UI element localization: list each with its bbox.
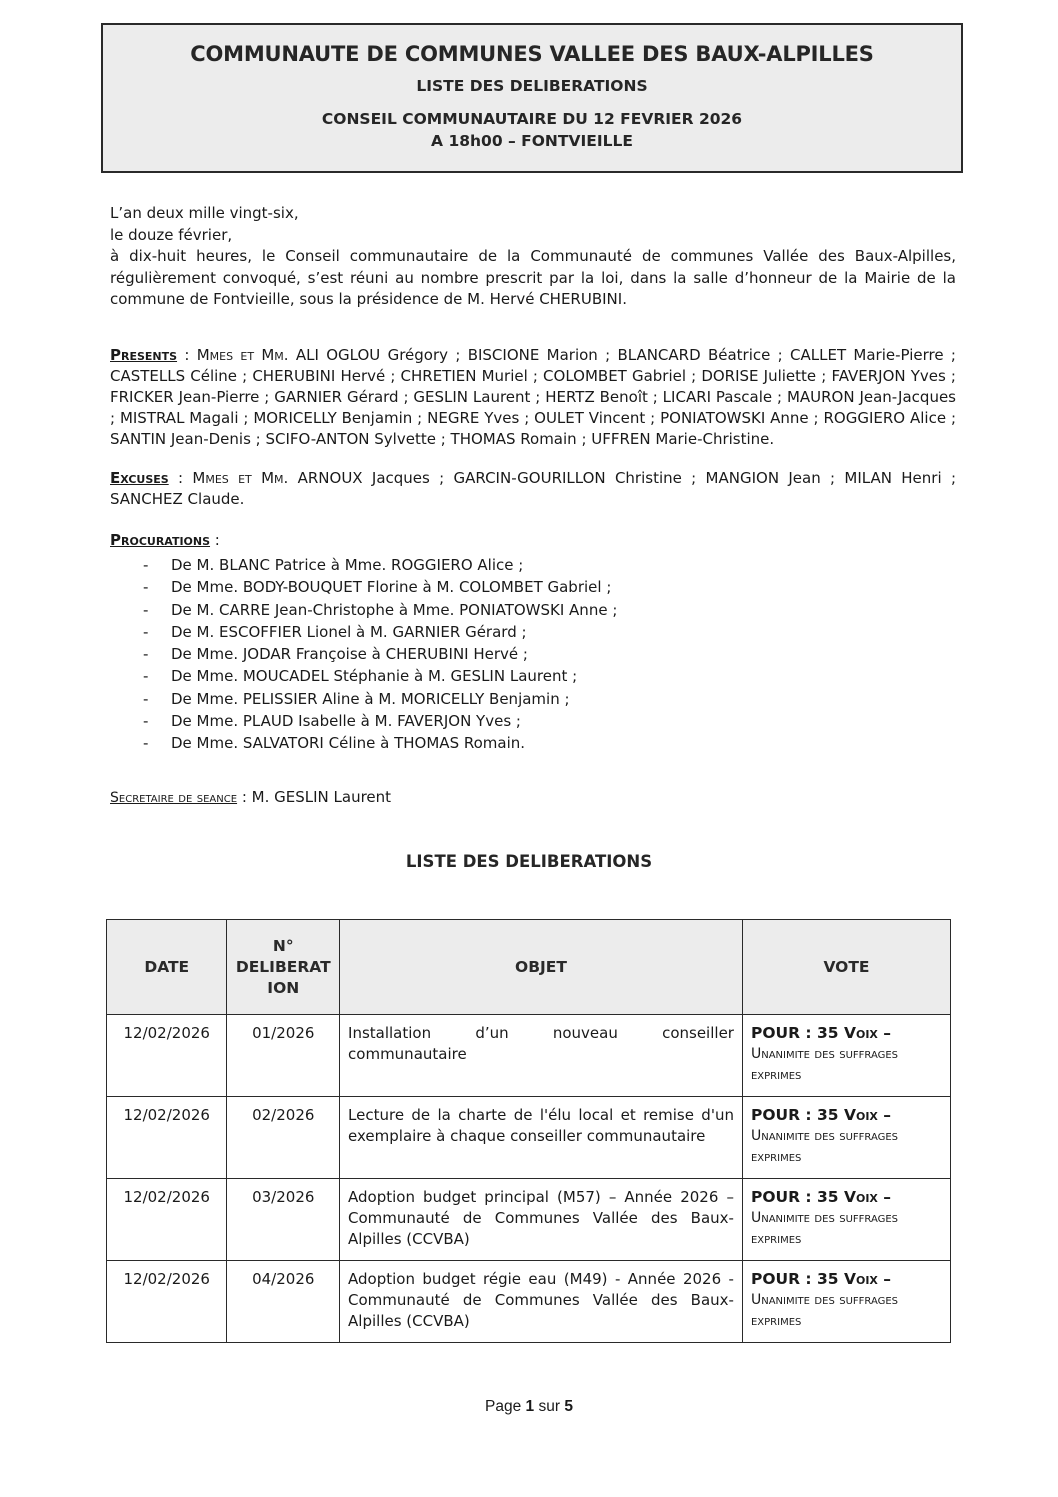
presents-label: Presents [110, 346, 178, 364]
header-num [227, 920, 340, 1015]
vote-voix: Voix – [843, 1270, 892, 1288]
organization-title: COMMUNAUTE DE COMMUNES VALLEE DES BAUX-ALPILLES [190, 42, 874, 66]
secretaire-section [110, 788, 391, 806]
vote-detail: Unanimite des suffrages exprimes [750, 1210, 899, 1247]
colon: : [237, 788, 252, 806]
vote-voix: Voix – [843, 1188, 892, 1206]
table-row [107, 1015, 951, 1097]
table-row [107, 1261, 951, 1343]
secretaire-label: Secretaire de seance [110, 790, 238, 806]
cell-objet: Adoption budget régie eau (M49) - Année 2026 - Communauté de Communes Vallée des Baux-Alpilles (CCVBA) [340, 1261, 743, 1343]
procuration-item: - De Mme. JODAR Françoise à CHERUBINI Hervé ; [140, 643, 617, 665]
vote-result: POUR : 35 [750, 1270, 844, 1288]
procuration-item: - De M. ESCOFFIER Lionel à M. GARNIER Gérard ; [140, 621, 617, 643]
cell-date: 12/02/2026 [107, 1097, 227, 1179]
procuration-item: - De Mme. PLAUD Isabelle à M. FAVERJON Yves ; [140, 710, 617, 732]
vote-detail: Unanimite des suffrages exprimes [750, 1292, 899, 1329]
procurations-list [140, 554, 617, 755]
excuses-label: Excuses [110, 469, 169, 487]
page-word: Page [485, 1398, 526, 1415]
page-footer [0, 1398, 1058, 1416]
colon: : [168, 469, 193, 487]
procuration-item: - De M. BLANC Patrice à Mme. ROGGIERO Alice ; [140, 554, 617, 576]
document-subtitle: LISTE DES DELIBERATIONS [416, 77, 648, 95]
table-header-row [107, 920, 951, 1015]
table-title: LISTE DES DELIBERATIONS [405, 852, 653, 871]
cell-num: 04/2026 [227, 1261, 340, 1343]
table-row [107, 1097, 951, 1179]
session-info [103, 108, 961, 152]
procuration-item: - De Mme. BODY-BOUQUET Florine à M. COLOMBET Gabriel ; [140, 576, 617, 598]
vote-result: POUR : 35 [750, 1106, 844, 1124]
cell-num: 01/2026 [227, 1015, 340, 1097]
procuration-item: - De Mme. MOUCADEL Stéphanie à M. GESLIN Laurent ; [140, 665, 617, 687]
session-date: CONSEIL COMMUNAUTAIRE DU 12 FEVRIER 2026 [321, 110, 743, 128]
header-objet: OBJET [340, 920, 743, 1015]
procurations-label: Procurations [110, 531, 211, 549]
deliberations-table [106, 919, 951, 1343]
page-sep: sur [534, 1398, 565, 1415]
procuration-item: - De Mme. SALVATORI Céline à THOMAS Romain. [140, 732, 617, 754]
intro-section [110, 203, 956, 311]
cell-objet: Installation d’un nouveau conseiller communautaire [340, 1015, 743, 1097]
vote-detail: Unanimite des suffrages exprimes [750, 1046, 899, 1083]
cell-num: 03/2026 [227, 1179, 340, 1261]
vote-voix: Voix – [843, 1024, 892, 1042]
secretaire-name: M. GESLIN Laurent [251, 788, 392, 806]
excuses-names: ARNOUX Jacques ; GARCIN-GOURILLON Christine ; MANGION Jean ; MILAN Henri ; SANCHEZ Claude. [110, 469, 956, 508]
page-current: 1 [525, 1398, 535, 1415]
cell-vote [742, 1097, 950, 1179]
cell-vote [742, 1015, 950, 1097]
header-date: DATE [107, 920, 227, 1015]
procuration-item: - De M. CARRE Jean-Christophe à Mme. PONIATOWSKI Anne ; [140, 599, 617, 621]
intro-paragraph: à dix-huit heures, le Conseil communautaire de la Communauté de communes Vallée des Baux-Alpilles, régulièrement convoqué, s’est réuni au nombre prescrit par la loi, dans la salle d’honneur de la Mairie de la commune de Fontvieille, sous la présidence de M. Hervé CHERUBINI. [110, 247, 956, 308]
header-num-line: N° [272, 936, 294, 955]
presents-names: ALI OGLOU Grégory ; BISCIONE Marion ; BLANCARD Béatrice ; CALLET Marie-Pierre ; CASTELLS Céline ; CHERUBINI Hervé ; CHRETIEN Muriel ; COLOMBET Gabriel ; DORISE Juliette ; FAVERJON Yves ; FRICKER Jean-Pierre ; GARNIER Gérard ; GESLIN Laurent ; HERTZ Benoît ; LICARI Pascale ; MAURON Jean-Jacques ; MISTRAL Magali ; MORICELLY Benjamin ; NEGRE Yves ; OULET Vincent ; PONIATOWSKI Anne ; ROGGIERO Alice ; SANTIN Jean-Denis ; SCIFO-ANTON Sylvette ; THOMAS Romain ; UFFREN Marie-Christine. [110, 346, 956, 448]
cell-num: 02/2026 [227, 1097, 340, 1179]
vote-detail: Unanimite des suffrages exprimes [750, 1128, 899, 1165]
excuses-prefix: Mmes et Mm. [192, 469, 289, 487]
cell-date: 12/02/2026 [107, 1179, 227, 1261]
cell-objet: Adoption budget principal (M57) – Année 2026 – Communauté de Communes Vallée des Baux-Alpilles (CCVBA) [340, 1179, 743, 1261]
header-vote: VOTE [742, 920, 950, 1015]
document-header [101, 23, 963, 173]
vote-voix: Voix – [843, 1106, 892, 1124]
cell-vote [742, 1261, 950, 1343]
cell-date: 12/02/2026 [107, 1261, 227, 1343]
header-num-line: DELIBERAT [235, 957, 331, 976]
excuses-section [110, 468, 956, 510]
colon: : [177, 346, 197, 364]
procurations-heading [110, 531, 220, 549]
vote-result: POUR : 35 [750, 1188, 844, 1206]
page-total: 5 [564, 1398, 573, 1415]
presents-prefix: Mmes et Mm. [196, 346, 289, 364]
session-time-place: A 18h00 – FONTVIEILLE [431, 132, 633, 150]
intro-year: L’an deux mille vingt-six, [110, 204, 299, 222]
colon: : [210, 531, 220, 549]
vote-result: POUR : 35 [750, 1024, 844, 1042]
intro-day: le douze février, [110, 225, 233, 244]
presents-section [110, 345, 956, 450]
table-row [107, 1179, 951, 1261]
cell-date: 12/02/2026 [107, 1015, 227, 1097]
header-num-line: ION [267, 978, 300, 997]
cell-vote [742, 1179, 950, 1261]
cell-objet: Lecture de la charte de l'élu local et remise d'un exemplaire à chaque conseiller communautaire [340, 1097, 743, 1179]
procuration-item: - De Mme. PELISSIER Aline à M. MORICELLY Benjamin ; [140, 688, 617, 710]
